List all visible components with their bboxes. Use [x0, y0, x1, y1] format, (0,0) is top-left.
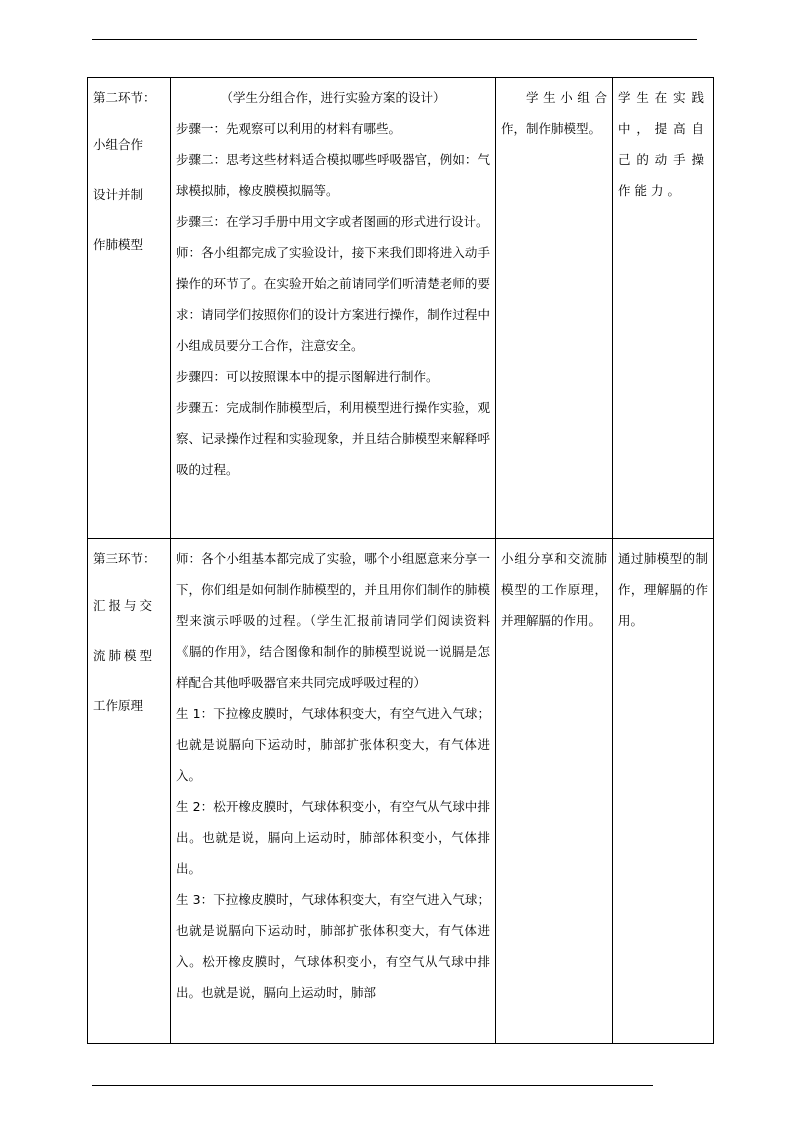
teacher-paragraph: 步骤三：在学习手册中用文字或者图画的形式进行设计。	[176, 214, 489, 229]
stage-title: 第三环节：	[93, 551, 156, 566]
table-row	[88, 78, 714, 539]
stage-name-line: 小组合作	[93, 137, 144, 152]
stage-name-line: 汇报与交	[93, 598, 156, 613]
student-activity-cell	[496, 78, 613, 539]
stage-title: 第二环节：	[93, 90, 156, 105]
design-intent-cell	[613, 78, 714, 539]
stage-name-line: 作肺模型	[93, 237, 144, 252]
table-row	[88, 539, 714, 1044]
stage-name-line: 工作原理	[93, 698, 144, 713]
teacher-paragraph: 师：各个小组基本都完成了实验，哪个小组愿意来分享一下，你们组是如何制作肺模型的，并且用你们制作的肺模型来演示呼吸的过程。（学生汇报前请同学们阅读资料《膈的作用》，结合图像和制作的肺模型说说一说膈是怎样配合其他呼吸器官来共同完成呼吸过程的）	[176, 551, 490, 690]
design-intent-text: 学生在实践中，提高自己的动手操作能力。	[618, 90, 708, 198]
stage-name-line: 流肺模型	[93, 648, 156, 663]
teacher-paragraph: 师：各小组都完成了实验设计，接下来我们即将进入动手操作的环节了。在实验开始之前请同学们听清楚老师的要求：请同学们按照你们的设计方案进行操作，制作过程中小组成员要分工合作，注意安全。	[176, 245, 490, 353]
teacher-paragraph: 生 1：下拉橡皮膜时，气球体积变大，有空气进入气球；也就是说膈向下运动时，肺部扩张体积变大，有气体进入。	[176, 706, 490, 783]
teacher-activity-cell	[171, 539, 496, 1044]
stage-cell	[88, 78, 171, 539]
teacher-paragraph: 生 2：松开橡皮膜时，气球体积变小，有空气从气球中排出。也就是说，膈向上运动时，肺部体积变小，气体排出。	[176, 799, 490, 876]
teacher-paragraph: 步骤二：思考这些材料适合模拟哪些呼吸器官，例如：气球模拟肺，橡皮膜模拟膈等。	[176, 152, 490, 198]
student-activity-text: 学生小组合作，制作肺模型。	[501, 90, 607, 136]
teacher-paragraph: 步骤五：完成制作肺模型后，利用模型进行操作实验，观察、记录操作过程和实验现象，并且结合肺模型来解释呼吸的过程。	[176, 400, 490, 477]
teacher-paragraph: （学生分组合作，进行实验方案的设计）	[220, 90, 446, 105]
stage-name-line: 设计并制	[93, 187, 144, 202]
stage-cell	[88, 539, 171, 1044]
teacher-paragraph: 生 3：下拉橡皮膜时，气球体积变大，有空气进入气球；也就是说膈向下运动时，肺部扩张体积变大，有气体进入。松开橡皮膜时，气球体积变小，有空气从气球中排出。也就是说，膈向上运动时，肺部	[176, 892, 490, 1000]
student-activity-text: 小组分享和交流肺模型的工作原理，并理解膈的作用。	[501, 551, 607, 628]
teacher-paragraph: 步骤一：先观察可以利用的材料有哪些。	[176, 121, 402, 136]
teacher-activity-cell	[171, 78, 496, 539]
design-intent-cell	[613, 539, 714, 1044]
footer-rule	[92, 1085, 653, 1086]
student-activity-cell	[496, 539, 613, 1044]
teacher-paragraph: 步骤四：可以按照课本中的提示图解进行制作。	[176, 369, 439, 384]
lesson-plan-table	[87, 77, 714, 1044]
header-rule	[92, 39, 697, 40]
design-intent-text: 通过肺模型的制作，理解膈的作用。	[618, 551, 708, 628]
